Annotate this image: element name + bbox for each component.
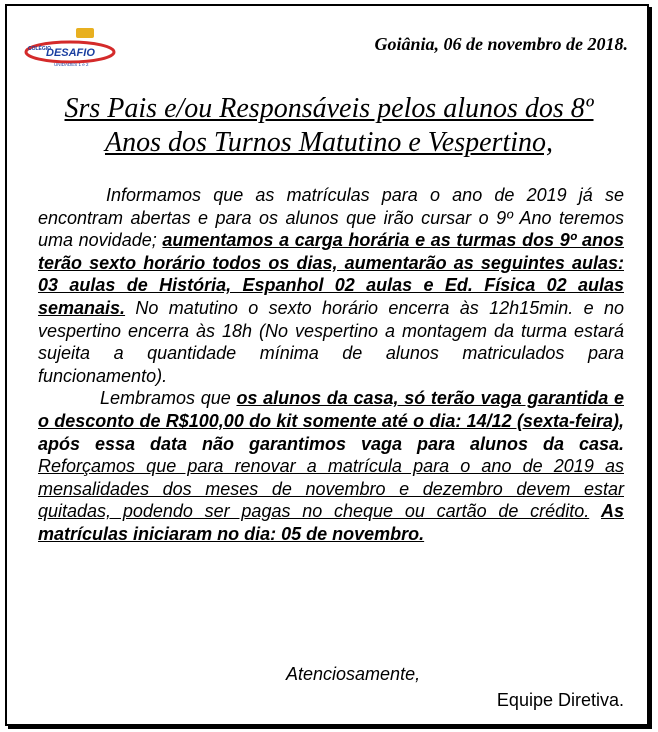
logo-crest-icon (76, 28, 94, 38)
paragraph-2-highlight: os alunos da casa, só terão vaga garantida e o desconto de R$100,00 do kit somente até o dia: 14/12 (sexta-feira) (38, 388, 624, 431)
signature: Equipe Diretiva. (496, 690, 624, 710)
paragraph-1-rest: No matutino o sexto horário encerra às 12h15min. e no vespertino encerra às 18h (No vespertino a montagem da turma estará sujeita a quantidade mínima de alunos matriculados para funcionamento). (38, 297, 624, 386)
letter-body (38, 184, 624, 546)
document-title (20, 92, 638, 160)
title-line-1: Srs Pais e/ou Responsáveis pelos alunos dos 8º (64, 93, 594, 124)
paragraph-2-mid: , após essa data não garantimos vaga para alunos da casa. (38, 410, 624, 454)
logo-top-text: COLÉGIO (28, 46, 52, 52)
document-date: Goiânia, 06 de novembro de 2018. (374, 34, 628, 54)
paragraph-1 (38, 184, 624, 387)
paragraph-2-final: As matrículas iniciaram no dia: 05 de novembro. (38, 501, 624, 544)
title-line-2: Anos dos Turnos Matutino e Vespertino, (104, 127, 553, 158)
paragraph-2 (38, 387, 624, 545)
school-logo (24, 26, 116, 68)
closing-text: Atenciosamente, (286, 664, 421, 684)
paragraph-1-intro: Informamos que as matrículas para o ano de 2019 já se encontram abertas e para os alunos que irão cursar o 9º Ano teremos uma novidade; (38, 185, 624, 251)
logo-subtitle: UNIDADES 1 e 2 (54, 62, 89, 67)
paragraph-2-underlined: Reforçamos que para renovar a matrícula para o ano de 2019 as mensalidades dos meses de novembro e dezembro devem estar quitadas, podendo ser pagas no cheque ou cartão de crédito. (38, 456, 624, 522)
logo-brand-text: DESAFIO (46, 47, 95, 59)
paragraph-1-highlight: aumentamos a carga horária e as turmas dos 9º anos terão sexto horário todos os dias, aumentarão as seguintes aulas: 03 aulas de História, Espanhol 02 aulas e Ed. Física 02 aulas semanais. (38, 230, 624, 318)
paragraph-2-intro: Lembramos que (100, 388, 237, 409)
